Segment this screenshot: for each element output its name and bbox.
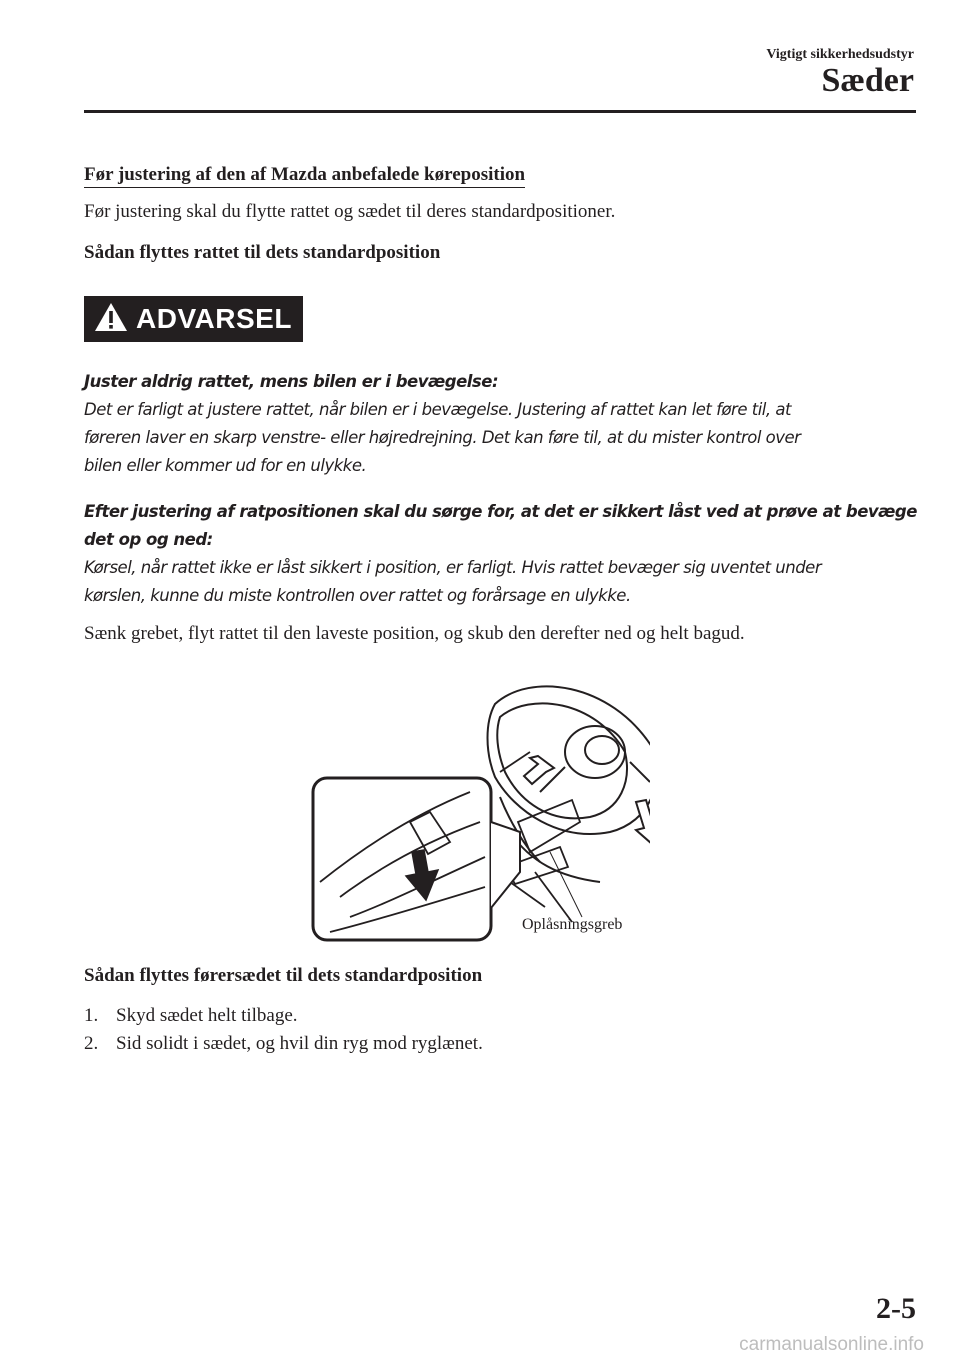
step-number: 1. [84, 1005, 99, 1026]
intro-paragraph: Før justering skal du flytte rattet og sædet til deres standardpositioner. [84, 201, 616, 222]
warning-triangle-icon [94, 302, 128, 337]
page-title: Sæder [821, 62, 914, 99]
steps-list [84, 1002, 483, 1058]
warning-item-1 [84, 368, 924, 480]
list-item [84, 1002, 483, 1030]
step-text: Skyd sædet helt tilbage. [116, 1005, 298, 1026]
warning-item-2 [84, 498, 924, 610]
steering-subheading: Sådan flyttes rattet til dets standardposition [84, 242, 441, 263]
warning-badge-label: ADVARSEL [136, 303, 292, 334]
step-number: 2. [84, 1033, 99, 1054]
warning-item-line: Kørsel, når rattet ikke er låst sikkert i position, er farligt. Hvis rattet bevæger sig uventet under [84, 558, 822, 577]
warning-item-line: Det er farligt at justere rattet, når bilen er i bevægelse. Justering af rattet kan let føre til, at [84, 400, 791, 419]
warning-item-line: bilen eller kommer ud for en ulykke. [84, 456, 367, 475]
list-item [84, 1030, 483, 1058]
watermark: carmanualsonline.info [739, 1334, 924, 1355]
steering-lever-illustration [310, 672, 650, 942]
section-heading: Før justering af den af Mazda anbefalede køreposition [84, 164, 525, 188]
step-text: Sid solidt i sædet, og hvil din ryg mod ryglænet. [116, 1033, 483, 1054]
warning-item-line: kørslen, kunne du miste kontrollen over rattet og forårsage en ulykke. [84, 586, 631, 605]
page-number: 2-5 [876, 1292, 916, 1325]
arrow-icon [524, 756, 650, 844]
figure-label: Oplåsningsgreb [522, 916, 623, 933]
warning-item-title: Efter justering af ratpositionen skal du sørge for, at det er sikkert låst ved at prøve at bevæge [84, 502, 917, 521]
warning-item-title: Juster aldrig rattet, mens bilen er i bevægelse: [84, 372, 499, 391]
running-header-section: Vigtigt sikkerhedsudstyr [766, 47, 914, 62]
seat-subheading: Sådan flyttes førersædet til dets standardposition [84, 965, 483, 986]
lever-instruction: Sænk grebet, flyt rattet til den laveste position, og skub den derefter ned og helt bagud. [84, 623, 745, 644]
warning-badge [84, 296, 303, 342]
warning-item-title: det op og ned: [84, 530, 213, 549]
header-divider [84, 110, 916, 113]
warning-item-line: føreren laver en skarp venstre- eller højredrejning. Det kan føre til, at du mister kontrol over [84, 428, 801, 447]
